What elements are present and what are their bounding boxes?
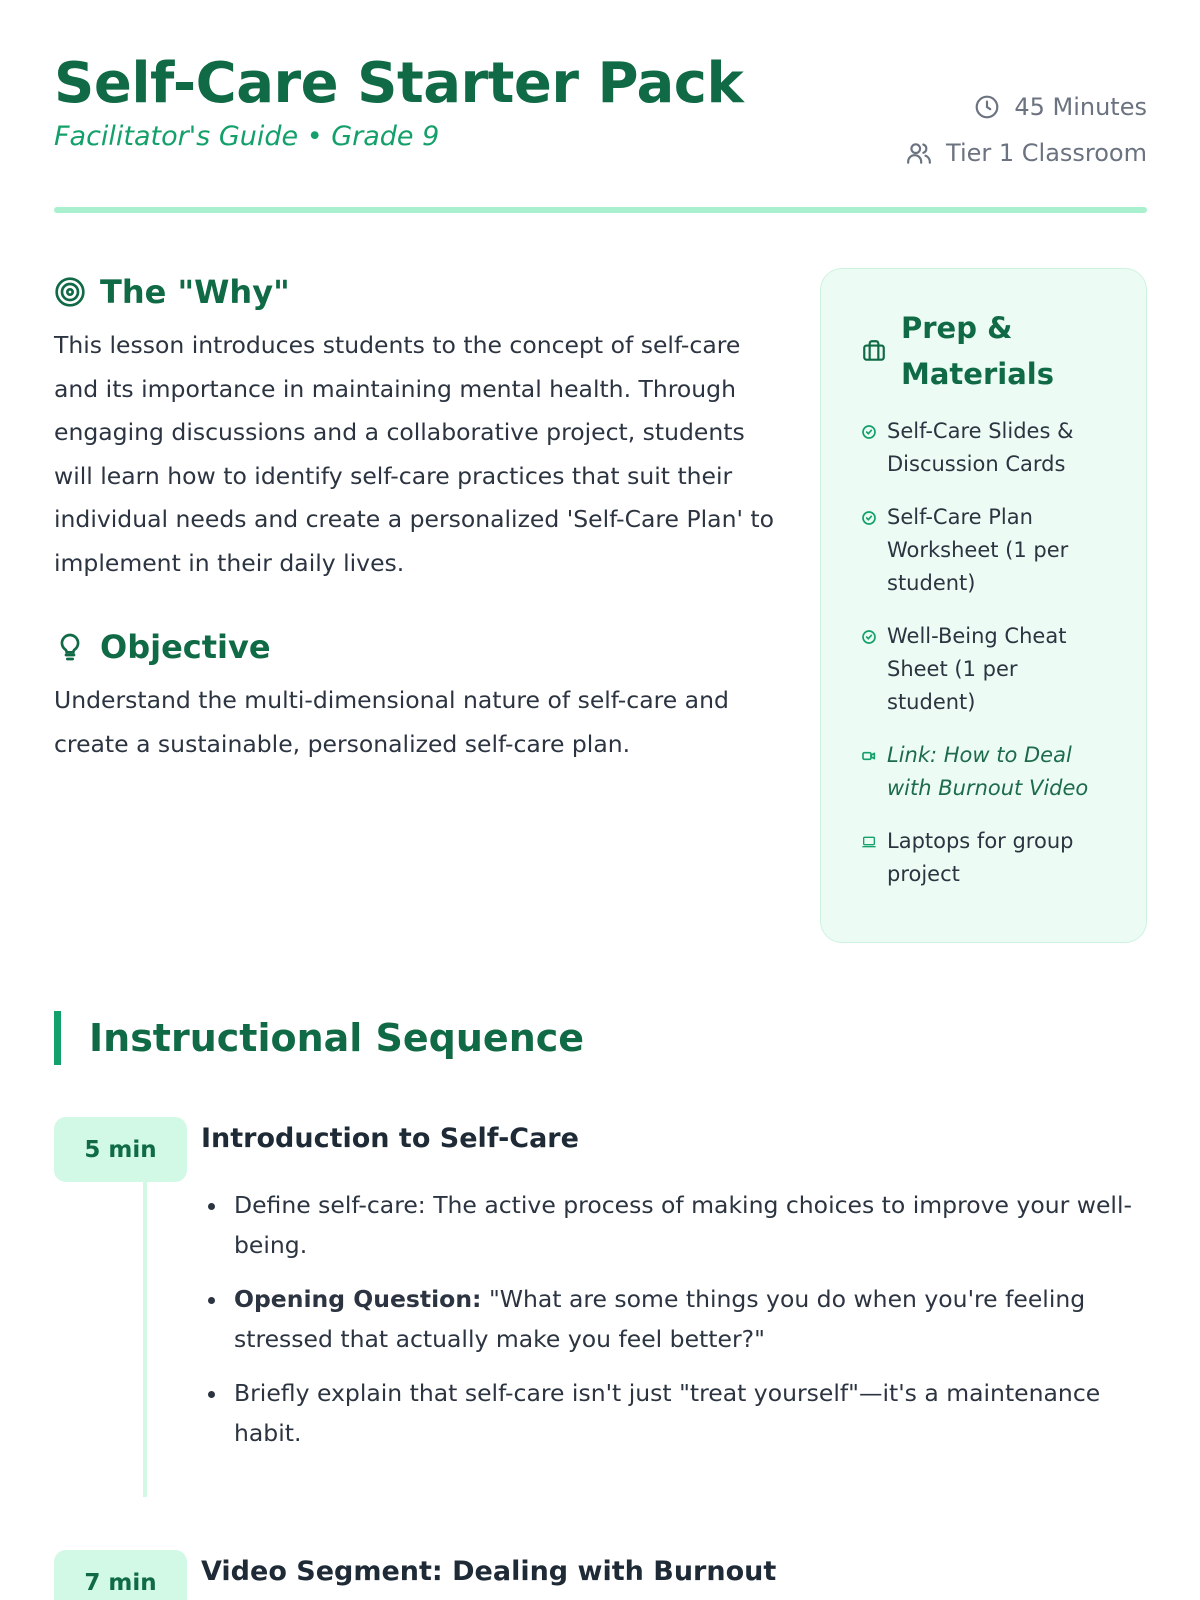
step-bullets — [234, 1185, 1144, 1467]
material-item — [861, 825, 1106, 891]
material-label: Well-Being Cheat Sheet (1 per student) — [887, 624, 1067, 714]
materials-heading — [861, 305, 1106, 397]
sequence-heading — [54, 1011, 584, 1065]
time-badge: 5 min — [54, 1117, 187, 1182]
material-label: Laptops for group project — [887, 829, 1074, 886]
users-icon — [906, 140, 932, 166]
step-bullet — [234, 1279, 1144, 1359]
step-title: Introduction to Self-Care — [201, 1123, 579, 1154]
lesson-meta — [906, 84, 1147, 176]
time-badge: 7 min — [54, 1550, 187, 1600]
setting-text: Tier 1 Classroom — [946, 139, 1147, 167]
target-icon — [54, 276, 86, 308]
why-heading — [54, 270, 774, 314]
timeline-connector — [143, 1182, 147, 1497]
sequence-step — [54, 1550, 1147, 1600]
objective-title: Objective — [100, 628, 271, 666]
bullet-bold: Opening Question: — [234, 1285, 482, 1313]
material-link-item[interactable] — [861, 739, 1106, 805]
step-title: Video Segment: Dealing with Burnout — [201, 1556, 777, 1587]
sequence-step — [54, 1117, 1147, 1507]
material-label: Self-Care Slides & Discussion Cards — [887, 419, 1074, 476]
clock-icon — [974, 94, 1000, 120]
why-title: The "Why" — [100, 273, 290, 311]
sequence-title: Instructional Sequence — [89, 1016, 585, 1060]
bullet-text: Briefly explain that self-care isn't just "treat yourself"—it's a maintenance habit. — [234, 1379, 1101, 1447]
material-label: Self-Care Plan Worksheet (1 per student) — [887, 505, 1069, 595]
bullet-text: "What are some things you do when you're feeling stressed that actually make you feel better?" — [234, 1285, 1086, 1353]
video-icon — [861, 748, 877, 764]
material-item — [861, 415, 1106, 481]
header-divider — [54, 207, 1147, 213]
header — [54, 52, 1147, 212]
briefcase-icon — [861, 338, 887, 364]
objective-heading — [54, 625, 774, 669]
materials-panel — [820, 268, 1147, 943]
lightbulb-icon — [54, 631, 86, 663]
check-circle-icon — [861, 510, 877, 526]
page-subtitle: Facilitator's Guide • Grade 9 — [54, 121, 440, 152]
check-circle-icon — [861, 629, 877, 645]
material-link-label[interactable]: Link: How to Deal with Burnout Video — [887, 743, 1089, 800]
materials-title: Prep & Materials — [901, 311, 1054, 391]
bullet-text: Define self-care: The active process of making choices to improve your well-being. — [234, 1191, 1132, 1259]
material-item — [861, 501, 1106, 600]
duration-meta — [906, 84, 1147, 130]
duration-text: 45 Minutes — [1014, 93, 1147, 121]
objective-text: Understand the multi-dimensional nature of self-care and create a sustainable, personalized self-care plan. — [54, 686, 729, 758]
page-title: Self-Care Starter Pack — [54, 51, 744, 116]
why-text: This lesson introduces students to the concept of self-care and its importance in maintaining mental health. Through engaging discussions and a collaborative project, students will learn how to identify self-care practices that suit their individual needs and create a personalized 'Self-Care Plan' to implement in their daily lives. — [54, 331, 774, 577]
check-circle-icon — [861, 424, 877, 440]
laptop-icon — [861, 834, 877, 850]
overview-column — [54, 270, 774, 766]
step-bullet — [234, 1185, 1144, 1265]
setting-meta — [906, 130, 1147, 176]
material-item — [861, 620, 1106, 719]
step-bullet — [234, 1373, 1144, 1453]
